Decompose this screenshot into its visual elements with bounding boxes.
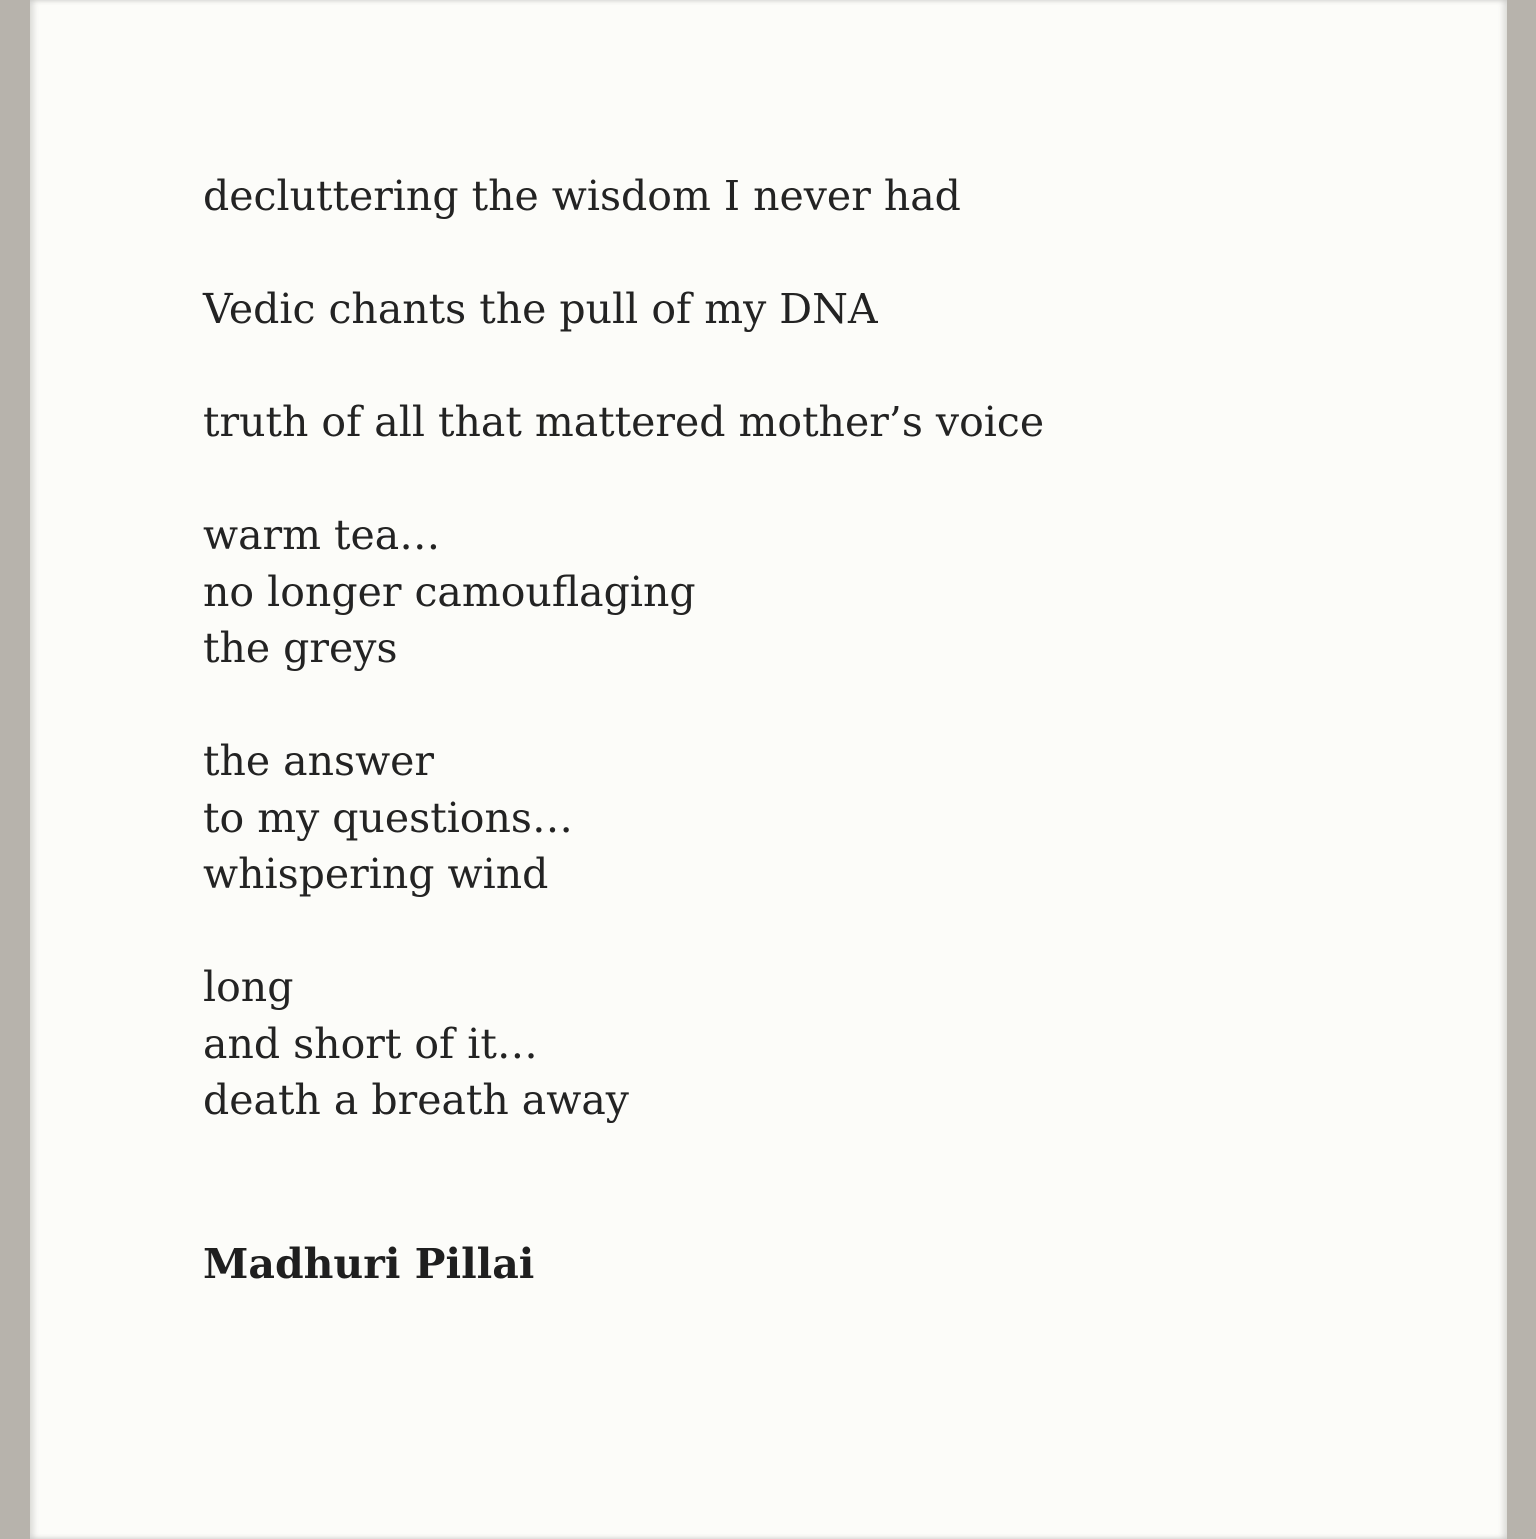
poem-line: decluttering the wisdom I never had <box>203 172 961 220</box>
document-page <box>30 0 1507 1539</box>
poem-line: warm tea… <box>203 511 441 559</box>
poem-line: to my questions… <box>203 793 573 842</box>
poem-stanza <box>203 394 1403 451</box>
poem-line: Vedic chants the pull of my DNA <box>203 285 878 333</box>
poem-line: long <box>203 963 294 1011</box>
poem-line: the answer <box>203 737 435 785</box>
poem-stanza <box>203 281 1403 338</box>
poem-body <box>203 168 1403 1185</box>
poem-line: death a breath away <box>203 1076 629 1124</box>
poem-line: no longer camouflaging <box>203 567 696 616</box>
poem-stanza <box>203 733 1403 903</box>
poem-stanza <box>203 168 1403 225</box>
poem-line: whispering wind <box>203 850 549 898</box>
poem-stanza <box>203 959 1403 1129</box>
poem-stanza <box>203 507 1403 677</box>
poem-line: truth of all that mattered mother’s voice <box>203 398 1045 446</box>
poem-line: the greys <box>203 624 398 672</box>
poem-line: and short of it… <box>203 1019 538 1068</box>
author-name: Madhuri Pillai <box>203 1240 535 1288</box>
